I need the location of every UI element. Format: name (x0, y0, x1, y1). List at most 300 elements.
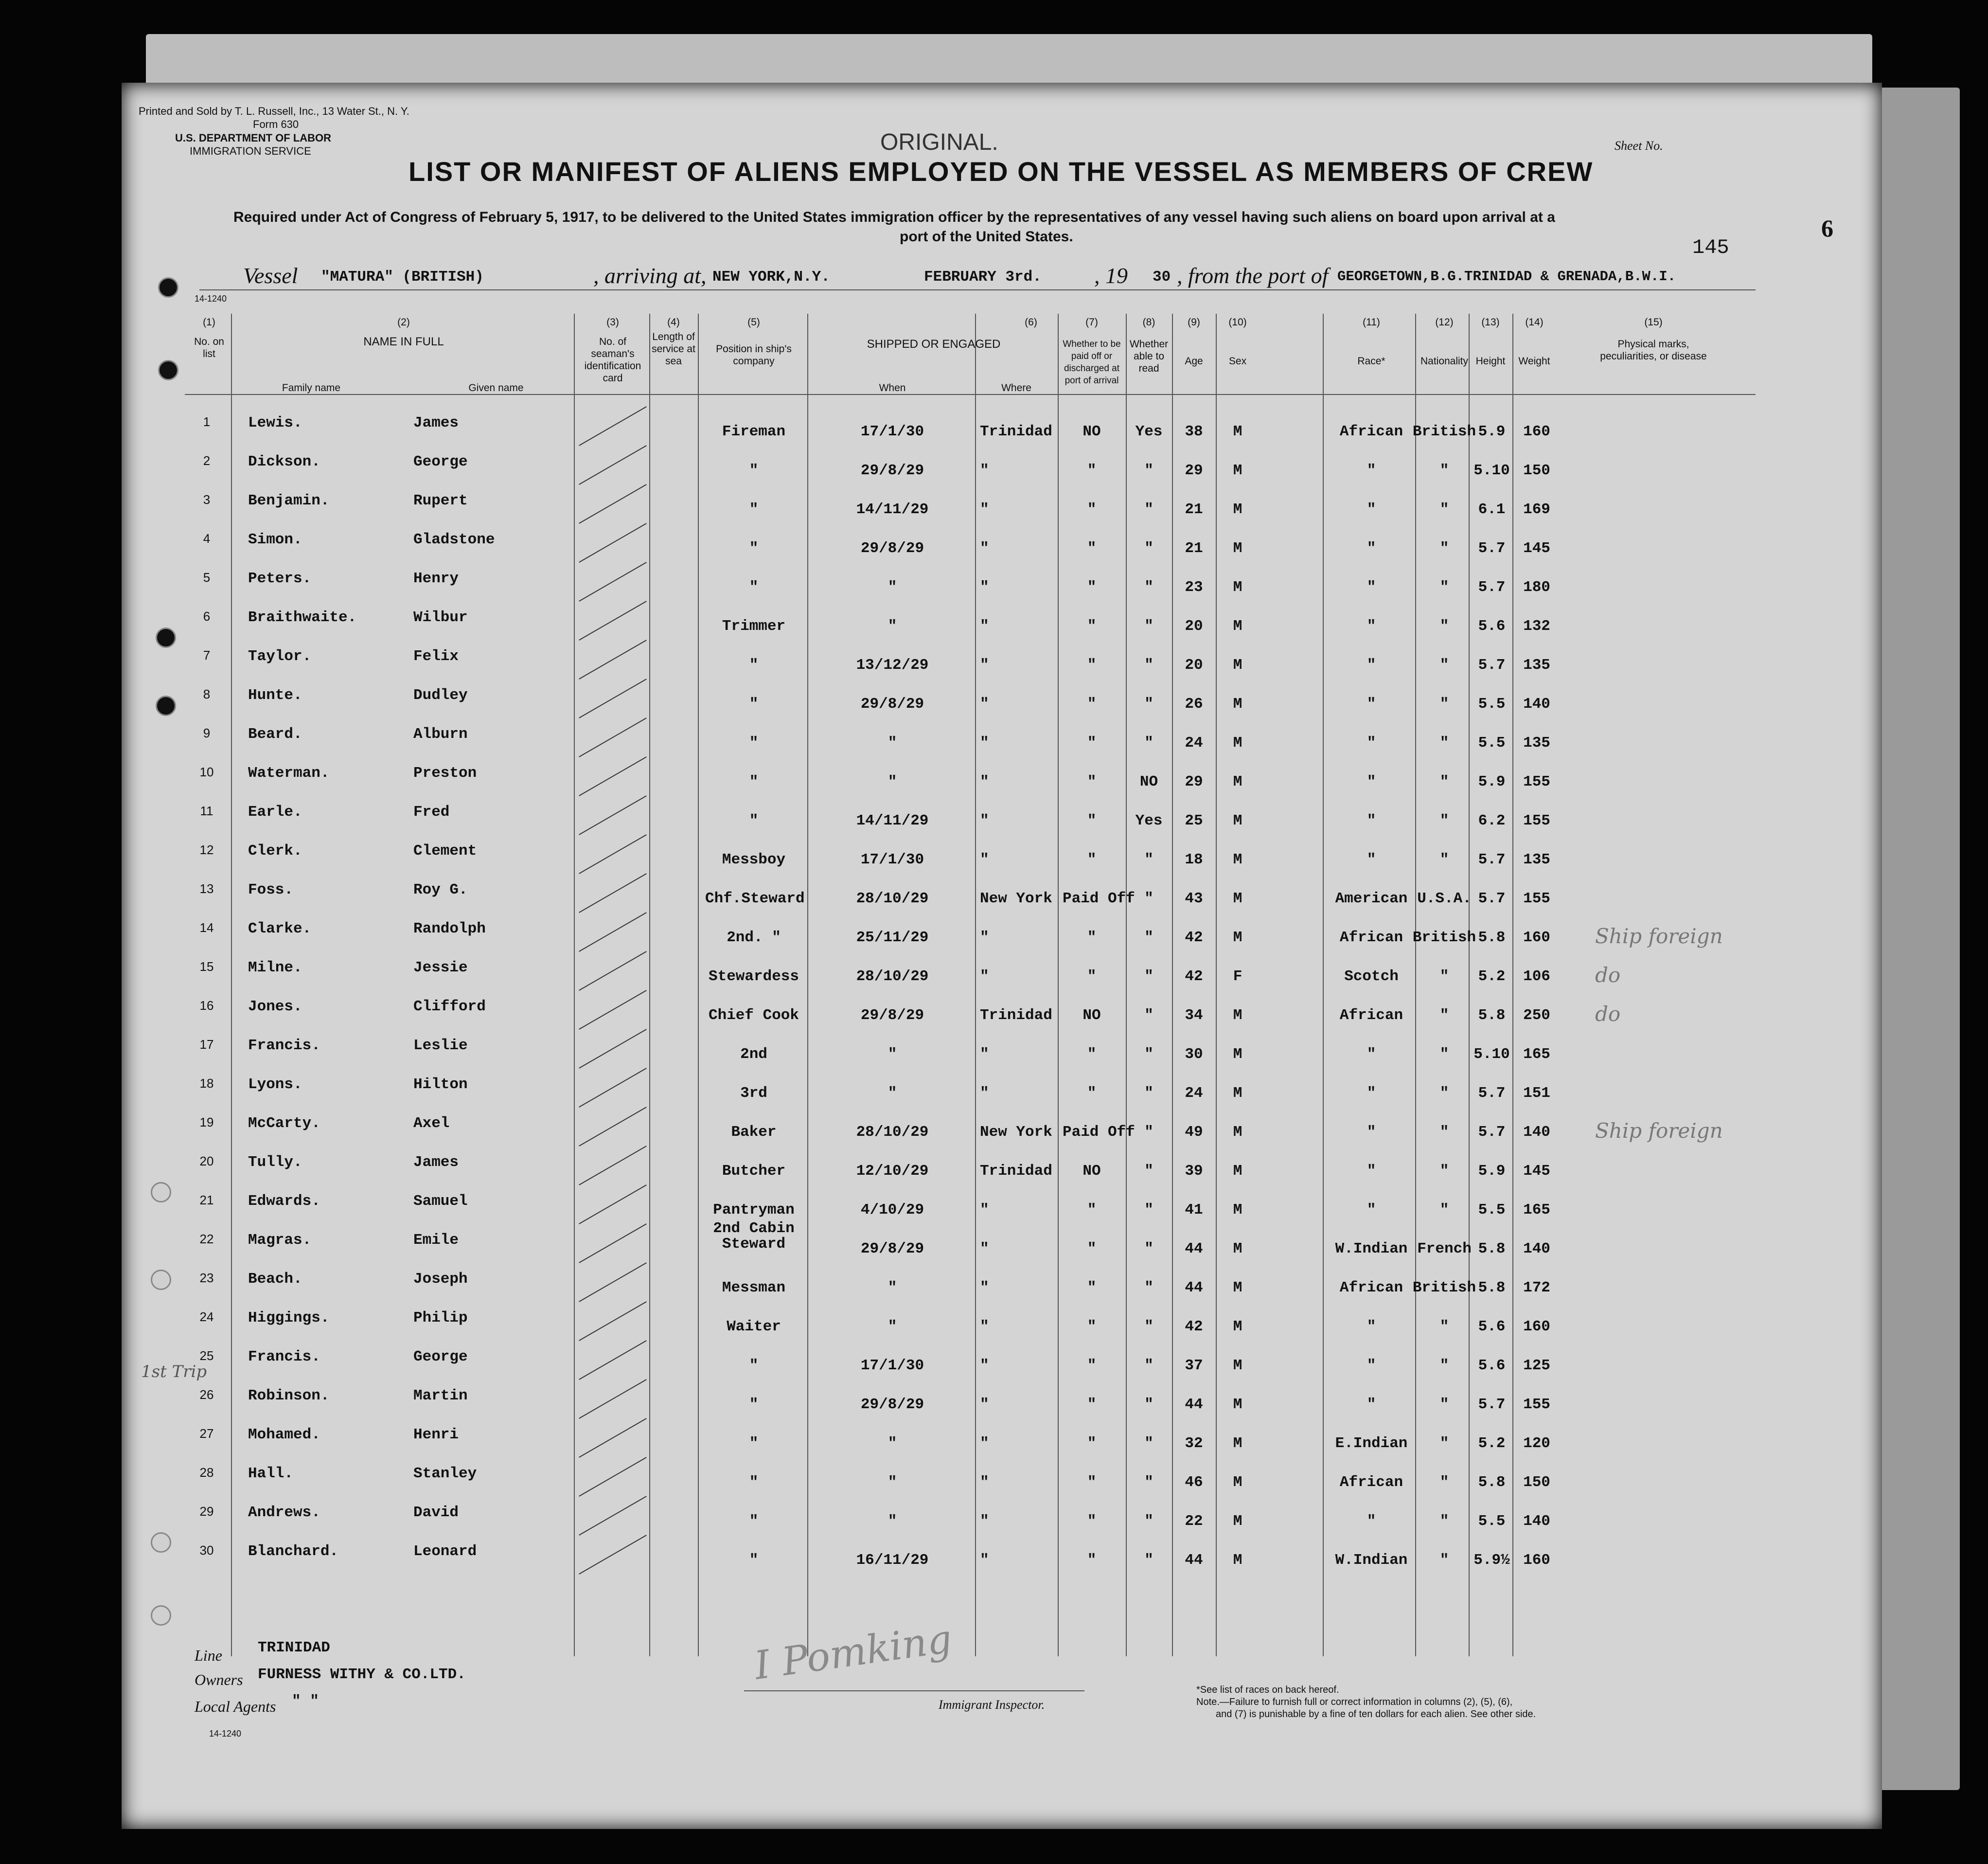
col10-header: Sex (1228, 356, 1247, 367)
cell-age: 37 (1185, 1357, 1203, 1374)
cell-where: " (980, 1279, 989, 1296)
cell-family: Waterman. (248, 765, 330, 782)
cell-sex: M (1233, 618, 1242, 635)
col2-number: (2) (397, 317, 410, 328)
cell-weight: 106 (1523, 968, 1550, 985)
cell-weight: 150 (1523, 462, 1550, 479)
col1-header: No. on list (194, 336, 224, 359)
cell-when: 29/8/29 (860, 540, 924, 557)
cell-read: " (1144, 1046, 1154, 1063)
year-suffix: 30 (1153, 269, 1171, 286)
cell-no: 28 (199, 1465, 214, 1480)
cell-family: Clerk. (248, 842, 302, 860)
cell-family: Francis. (248, 1037, 320, 1054)
col14-header: Weight (1518, 356, 1550, 367)
cell-read: " (1144, 1163, 1154, 1180)
cell-race: " (1367, 501, 1376, 518)
cell-no: 4 (203, 531, 211, 546)
cell-age: 34 (1185, 1007, 1203, 1024)
cell-weight: 135 (1523, 657, 1550, 674)
cell-family: Lyons. (248, 1076, 302, 1093)
original-stamp: ORIGINAL. (880, 129, 998, 155)
cell-race: " (1367, 696, 1376, 713)
cell-sex: M (1233, 1396, 1242, 1413)
cell-age: 46 (1185, 1474, 1203, 1491)
cell-given: Dudley (413, 687, 468, 704)
cell-race: " (1367, 1357, 1376, 1374)
punch-hole (158, 360, 178, 380)
cell-read: " (1144, 579, 1154, 596)
footer-note-2: Note.—Failure to furnish full or correct information in columns (2), (5), (6), (1196, 1697, 1513, 1707)
cell-race: " (1367, 1396, 1376, 1413)
cell-weight: 135 (1523, 735, 1550, 752)
cell-weight: 172 (1523, 1279, 1550, 1296)
cell-read: " (1144, 501, 1154, 518)
cell-age: 49 (1185, 1124, 1203, 1141)
manifest-page (122, 83, 1882, 1829)
cell-position: Messman (722, 1279, 786, 1296)
cell-sex: M (1233, 1124, 1242, 1141)
table-row (122, 765, 1882, 807)
vessel-name: "MATURA" (BRITISH) (321, 269, 484, 286)
cell-when: " (888, 1085, 897, 1102)
cell-read: " (1144, 1552, 1154, 1569)
cell-paid: " (1087, 1513, 1097, 1530)
table-row (122, 1543, 1882, 1586)
cell-where: " (980, 618, 989, 635)
cell-race: " (1367, 540, 1376, 557)
cell-when: 17/1/30 (860, 1357, 924, 1374)
cell-weight: 160 (1523, 1318, 1550, 1335)
table-row (122, 1115, 1882, 1158)
cell-read: " (1144, 1474, 1154, 1491)
cell-height: 5.10 (1473, 462, 1510, 479)
cell-when: 29/8/29 (860, 1396, 924, 1413)
cell-height: 5.2 (1478, 1435, 1506, 1452)
cell-position: " (749, 812, 759, 829)
cell-read: " (1144, 929, 1154, 946)
cell-weight: 151 (1523, 1085, 1550, 1102)
cell-sex: M (1233, 1513, 1242, 1530)
cell-weight: 165 (1523, 1201, 1550, 1219)
cell-height: 5.5 (1478, 696, 1506, 713)
cell-paid: " (1087, 1552, 1097, 1569)
cell-age: 26 (1185, 696, 1203, 713)
cell-race: African (1339, 1007, 1403, 1024)
cell-position: " (749, 540, 759, 557)
cell-given: Emile (413, 1232, 459, 1249)
col8-header: Whether able to read (1129, 339, 1169, 374)
cell-family: Tully. (248, 1154, 302, 1171)
cell-paid: " (1087, 1085, 1097, 1102)
cell-when: 17/1/30 (860, 851, 924, 868)
cell-when: 29/8/29 (860, 462, 924, 479)
cell-when: 29/8/29 (860, 1007, 924, 1024)
cell-nationality: " (1439, 968, 1449, 985)
cell-weight: 120 (1523, 1435, 1550, 1452)
cell-race: African (1339, 929, 1403, 946)
footer-note-1: *See list of races on back hereof. (1196, 1685, 1339, 1695)
cell-age: 20 (1185, 657, 1203, 674)
cell-family: Dickson. (248, 453, 320, 470)
cell-paid: Paid Off (1063, 890, 1135, 907)
cell-paid: NO (1083, 1007, 1101, 1024)
cell-read: " (1144, 618, 1154, 635)
cell-race: " (1367, 618, 1376, 635)
cell-sex: M (1233, 929, 1242, 946)
table-row (122, 726, 1882, 769)
cell-read: " (1144, 1357, 1154, 1374)
cell-when: " (888, 1435, 897, 1452)
cell-where: " (980, 1552, 989, 1569)
cell-height: 5.8 (1478, 1279, 1506, 1296)
cell-nationality: " (1439, 1124, 1449, 1141)
cell-given: Fred (413, 804, 450, 821)
cell-where: " (980, 1474, 989, 1491)
cell-given: Clifford (413, 998, 486, 1015)
cell-race: African (1339, 1474, 1403, 1491)
cell-given: James (413, 1154, 459, 1171)
cell-age: 22 (1185, 1513, 1203, 1530)
cell-when: " (888, 1046, 897, 1063)
col5-header: Position in ship's company (716, 343, 792, 367)
cell-position: " (749, 735, 759, 752)
form-number: 14-1240 (195, 294, 227, 304)
cell-paid: " (1087, 1474, 1097, 1491)
cell-height: 5.8 (1478, 1240, 1506, 1257)
cell-nationality: " (1439, 735, 1449, 752)
table-row (122, 1465, 1882, 1508)
col13-number: (13) (1481, 317, 1500, 328)
cell-where: " (980, 851, 989, 868)
cell-no: 20 (199, 1154, 214, 1168)
cell-paid: " (1087, 1435, 1097, 1452)
cell-family: Mohamed. (248, 1426, 320, 1443)
table-row (122, 1220, 1882, 1274)
cell-no: 6 (203, 609, 211, 624)
cell-nationality: " (1439, 1007, 1449, 1024)
required-line-2: port of the United States. (900, 229, 1073, 245)
cell-where: " (980, 1396, 989, 1413)
col6-header: SHIPPED OR ENGAGED (867, 338, 1001, 351)
cell-paid: " (1087, 1279, 1097, 1296)
cell-race: " (1367, 657, 1376, 674)
cell-given: Felix (413, 648, 459, 665)
cell-height: 5.8 (1478, 929, 1506, 946)
cell-height: 5.5 (1478, 735, 1506, 752)
cell-nationality: " (1439, 657, 1449, 674)
cell-age: 44 (1185, 1396, 1203, 1413)
cell-age: 44 (1185, 1552, 1203, 1569)
table-row (122, 687, 1882, 730)
cell-where: " (980, 1201, 989, 1219)
cell-no: 24 (199, 1309, 214, 1324)
cell-given: Samuel (413, 1193, 468, 1210)
cell-family: Beard. (248, 726, 302, 743)
cell-weight: 155 (1523, 773, 1550, 790)
cell-weight: 169 (1523, 501, 1550, 518)
cell-height: 5.9 (1478, 423, 1506, 440)
cell-read: " (1144, 1435, 1154, 1452)
table-row (122, 609, 1882, 652)
table-row (122, 804, 1882, 846)
cell-age: 42 (1185, 929, 1203, 946)
cell-where: " (980, 462, 989, 479)
cell-family: Higgings. (248, 1309, 330, 1326)
col3-number: (3) (606, 317, 619, 328)
cell-paid: NO (1083, 1163, 1101, 1180)
cell-position: " (749, 1552, 759, 1569)
cell-no: 17 (199, 1037, 214, 1052)
table-row (122, 1348, 1882, 1391)
cell-read: " (1144, 1201, 1154, 1219)
table-row (122, 492, 1882, 535)
cell-read: NO (1139, 773, 1158, 790)
cell-given: Clement (413, 842, 477, 860)
cell-no: 12 (199, 842, 214, 857)
cell-height: 5.5 (1478, 1513, 1506, 1530)
cell-given: Leonard (413, 1543, 477, 1560)
cell-weight: 250 (1523, 1007, 1550, 1024)
cell-sex: M (1233, 890, 1242, 907)
cell-sex: F (1233, 968, 1242, 985)
cell-when: 28/10/29 (856, 1124, 929, 1141)
col8-number: (8) (1142, 317, 1155, 328)
cell-no: 3 (203, 492, 211, 507)
punch-hole (151, 1182, 171, 1202)
cell-paid: " (1087, 1046, 1097, 1063)
cell-family: Edwards. (248, 1193, 320, 1210)
cell-age: 43 (1185, 890, 1203, 907)
cell-sex: M (1233, 1240, 1242, 1257)
cell-where: " (980, 1046, 989, 1063)
table-row (122, 570, 1882, 613)
cell-position: " (749, 579, 759, 596)
cell-height: 5.7 (1478, 890, 1506, 907)
cell-height: 5.6 (1478, 1318, 1506, 1335)
cell-sex: M (1233, 696, 1242, 713)
agents-value: " " (292, 1693, 319, 1710)
cell-read: " (1144, 1124, 1154, 1141)
cell-no: 11 (200, 804, 213, 818)
cell-no: 22 (199, 1232, 214, 1246)
cell-when: 29/8/29 (860, 1240, 924, 1257)
cell-given: Roy G. (413, 881, 468, 898)
cell-read: " (1144, 968, 1154, 985)
cell-given: Martin (413, 1387, 468, 1404)
col10-number: (10) (1228, 317, 1247, 328)
table-row (122, 842, 1882, 885)
cell-where: " (980, 968, 989, 985)
table-row (122, 881, 1882, 924)
cell-family: Lewis. (248, 414, 302, 431)
cell-position: 2nd (740, 1046, 767, 1063)
cell-no: 18 (199, 1076, 214, 1091)
cell-given: Axel (413, 1115, 450, 1132)
cell-family: Clarke. (248, 920, 312, 937)
cell-position: Stewardess (708, 968, 799, 985)
cell-given: George (413, 453, 468, 470)
cell-given: Preston (413, 765, 477, 782)
line-value: TRINIDAD (258, 1639, 330, 1656)
col1-number: (1) (203, 317, 215, 328)
cell-race: Scotch (1344, 968, 1399, 985)
page-number: 145 (1692, 236, 1729, 259)
table-row (122, 453, 1882, 496)
cell-given: George (413, 1348, 468, 1365)
cell-given: Rupert (413, 492, 468, 509)
cell-nationality: " (1439, 618, 1449, 635)
cell-race: " (1367, 1124, 1376, 1141)
col6-when-header: When (879, 382, 906, 394)
cell-paid: " (1087, 1201, 1097, 1219)
cell-when: 17/1/30 (860, 423, 924, 440)
department-label: U.S. DEPARTMENT OF LABOR (175, 132, 332, 144)
cell-sex: M (1233, 1007, 1242, 1024)
cell-position: Pantryman (713, 1201, 795, 1219)
from-label: , from the port of (1177, 263, 1329, 288)
cell-nationality: British (1412, 1279, 1476, 1296)
arriving-port: NEW YORK,N.Y. (712, 269, 830, 286)
owners-label: Owners (195, 1671, 243, 1688)
col5-number: (5) (747, 317, 760, 328)
cell-nationality: French (1417, 1240, 1472, 1257)
col6-number: (6) (1025, 317, 1037, 328)
cell-no: 21 (199, 1193, 214, 1207)
cell-age: 38 (1185, 423, 1203, 440)
cell-nationality: British (1412, 423, 1476, 440)
cell-age: 42 (1185, 1318, 1203, 1335)
cell-when: 28/10/29 (856, 890, 929, 907)
col15-number: (15) (1644, 317, 1663, 328)
from-port: GEORGETOWN,B.G.TRINIDAD & GRENADA,B.W.I. (1337, 269, 1676, 285)
footer-form-number: 14-1240 (209, 1729, 242, 1739)
cell-paid: " (1087, 968, 1097, 985)
table-row (122, 1504, 1882, 1547)
cell-sex: M (1233, 1046, 1242, 1063)
cell-position: Baker (731, 1124, 777, 1141)
cell-position: Chf.Steward (705, 890, 805, 907)
cell-read: " (1144, 1396, 1154, 1413)
cell-nationality: " (1439, 540, 1449, 557)
table-row (122, 1037, 1882, 1080)
cell-race: American (1335, 890, 1408, 907)
cell-where: " (980, 1513, 989, 1530)
arrival-date: FEBRUARY 3rd. (924, 269, 1042, 286)
margin-note: 1st Trip (141, 1362, 207, 1381)
header-rule (185, 394, 1756, 395)
cell-nationality: " (1439, 773, 1449, 790)
cell-position: " (749, 1435, 759, 1452)
cell-given: Hilton (413, 1076, 468, 1093)
cell-given: Randolph (413, 920, 486, 937)
cell-nationality: " (1439, 1396, 1449, 1413)
cell-nationality: " (1439, 851, 1449, 868)
cell-where: " (980, 773, 989, 790)
col12-header: Nationality (1420, 356, 1469, 367)
service-label: IMMIGRATION SERVICE (190, 145, 311, 157)
cell-where: Trinidad (980, 1007, 1052, 1024)
cell-no: 15 (199, 959, 214, 974)
cell-given: James (413, 414, 459, 431)
cell-race: African (1339, 1279, 1403, 1296)
cell-height: 6.2 (1478, 812, 1506, 829)
cell-weight: 160 (1523, 423, 1550, 440)
cell-family: Hunte. (248, 687, 302, 704)
table-row (122, 1154, 1882, 1197)
cell-when: 13/12/29 (856, 657, 929, 674)
cell-nationality: " (1439, 1085, 1449, 1102)
cell-given: Joseph (413, 1271, 468, 1288)
cell-given: Alburn (413, 726, 468, 743)
cell-paid: " (1087, 696, 1097, 713)
arriving-label: , arriving at, (593, 263, 707, 288)
cell-race: " (1367, 1318, 1376, 1335)
cell-nationality: " (1439, 1552, 1449, 1569)
table-row (122, 414, 1882, 457)
cell-when: " (888, 1279, 897, 1296)
cell-read: " (1144, 1085, 1154, 1102)
cell-paid: " (1087, 540, 1097, 557)
cell-no: 26 (199, 1387, 214, 1402)
cell-age: 24 (1185, 735, 1203, 752)
required-line: Required under Act of Congress of February 5, 1917, to be delivered to the United States immigration officer by the representatives of any vessel having such aliens on board upon arrival at a (233, 209, 1555, 225)
cell-weight: 140 (1523, 1513, 1550, 1530)
cell-height: 5.7 (1478, 657, 1506, 674)
cell-where: New York (980, 890, 1052, 907)
cell-age: 41 (1185, 1201, 1203, 1219)
cell-sex: M (1233, 423, 1242, 440)
cell-height: 5.8 (1478, 1474, 1506, 1491)
cell-when: 25/11/29 (856, 929, 929, 946)
col15-header: Physical marks, peculiarities, or disease (1600, 339, 1707, 362)
cell-weight: 145 (1523, 1163, 1550, 1180)
cell-read: " (1144, 1513, 1154, 1530)
cell-when: 29/8/29 (860, 696, 924, 713)
col3-header: No. of seaman's identification card (584, 336, 641, 384)
cell-position: Chief Cook (708, 1007, 799, 1024)
cell-no: 23 (199, 1271, 214, 1285)
cell-age: 18 (1185, 851, 1203, 868)
cell-read: Yes (1135, 423, 1163, 440)
cell-nationality: " (1439, 696, 1449, 713)
cell-family: Earle. (248, 804, 302, 821)
cell-height: 5.7 (1478, 1124, 1506, 1141)
cell-where: " (980, 735, 989, 752)
cell-paid: " (1087, 735, 1097, 752)
cell-where: " (980, 1240, 989, 1257)
cell-nationality: " (1439, 579, 1449, 596)
cell-position: " (749, 1396, 759, 1413)
cell-race: W.Indian (1335, 1552, 1408, 1569)
cell-paid: " (1087, 579, 1097, 596)
cell-weight: 160 (1523, 1552, 1550, 1569)
cell-height: 5.7 (1478, 851, 1506, 868)
cell-position: " (749, 462, 759, 479)
cell-height: 5.9½ (1473, 1552, 1510, 1569)
punch-hole (156, 696, 176, 716)
cell-given: Wilbur (413, 609, 468, 626)
cell-sex: M (1233, 462, 1242, 479)
cell-weight: 140 (1523, 1240, 1550, 1257)
punch-hole (151, 1532, 171, 1553)
cell-sex: M (1233, 1474, 1242, 1491)
cell-when: " (888, 1318, 897, 1335)
cell-nationality: British (1412, 929, 1476, 946)
printer-line: Printed and Sold by T. L. Russell, Inc., 13 Water St., N. Y. (139, 105, 409, 117)
cell-family: Blanchard. (248, 1543, 339, 1560)
cell-where: " (980, 812, 989, 829)
